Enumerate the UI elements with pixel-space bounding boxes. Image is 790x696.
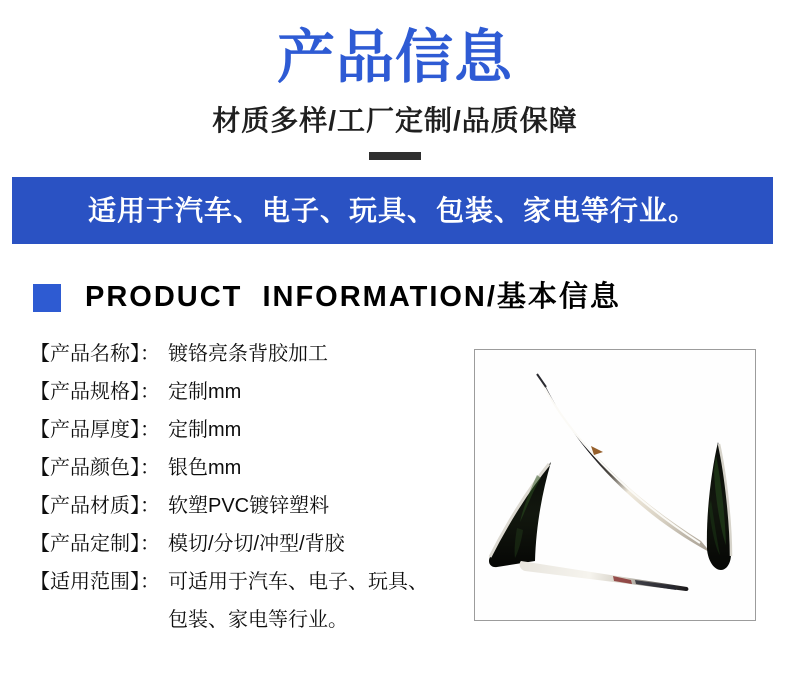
spec-value: 软塑PVC镀锌塑料	[168, 495, 330, 517]
spec-row-name	[30, 335, 470, 373]
section-title: PRODUCT INFORMATION/基本信息	[85, 281, 621, 313]
title-divider-bar	[369, 152, 421, 160]
spec-label: 【产品名称】：	[30, 343, 160, 365]
spec-row-thickness	[30, 411, 470, 449]
spec-value: 模切/分切/冲型/背胶	[168, 533, 345, 555]
product-photo-frame	[474, 349, 756, 621]
spec-row-application	[30, 563, 470, 639]
spec-row-color	[30, 449, 470, 487]
spec-label: 【产品颜色】：	[30, 457, 160, 479]
spec-value-line1: 可适用于汽车、电子、玩具、	[168, 571, 428, 593]
page-title: 产品信息	[276, 25, 513, 90]
spec-value-multiline	[168, 563, 428, 639]
spec-label: 【适用范围】：	[30, 571, 160, 593]
spec-label: 【产品规格】：	[30, 381, 160, 403]
spec-row-size	[30, 373, 470, 411]
spec-value: 定制mm	[168, 419, 242, 441]
spec-row-customization	[30, 525, 470, 563]
blue-square-marker-icon	[33, 284, 61, 312]
spec-row-material	[30, 487, 470, 525]
spec-value: 银色mm	[168, 457, 242, 479]
spec-value-line2: 包装、家电等行业。	[168, 609, 348, 631]
section-header	[33, 283, 621, 312]
product-photo	[475, 350, 755, 620]
spec-value: 定制mm	[168, 381, 242, 403]
spec-label: 【产品材质】：	[30, 495, 160, 517]
spec-label: 【产品定制】：	[30, 533, 160, 555]
spec-label: 【产品厚度】：	[30, 419, 160, 441]
product-spec-list	[30, 335, 470, 639]
page-subtitle: 材质多样/工厂定制/品质保障	[212, 105, 578, 136]
spec-value: 镀铬亮条背胶加工	[168, 343, 328, 365]
industry-banner: 适用于汽车、电子、玩具、包装、家电等行业。	[12, 177, 773, 244]
